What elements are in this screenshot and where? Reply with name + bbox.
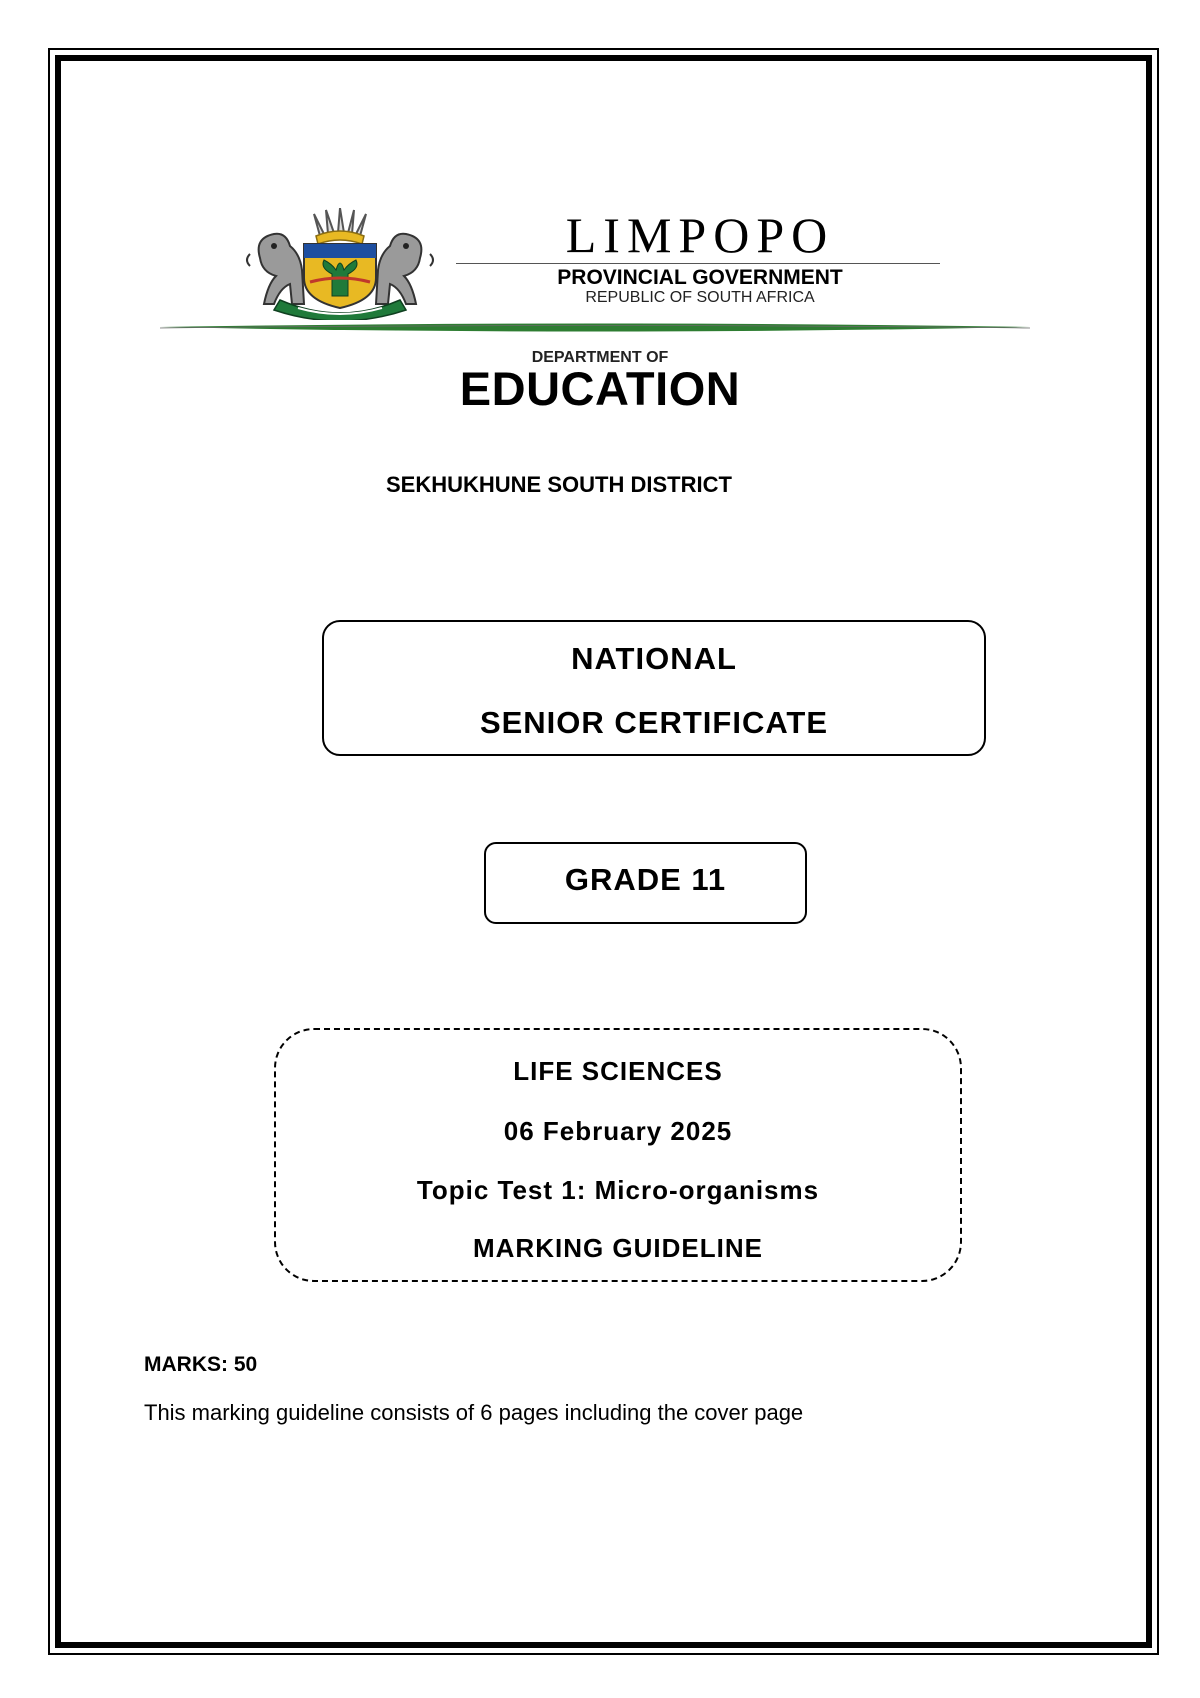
grade-label: GRADE 11 xyxy=(564,862,727,897)
document-type: MARKING GUIDELINE xyxy=(473,1233,763,1263)
department-name: EDUCATION xyxy=(459,362,741,415)
exam-date: 06 February 2025 xyxy=(503,1116,733,1146)
department-of-label: DEPARTMENT OF xyxy=(531,349,669,366)
subject-name: LIFE SCIENCES xyxy=(513,1056,723,1086)
certificate-line-1: NATIONAL xyxy=(571,641,737,676)
certificate-line-2: SENIOR CERTIFICATE xyxy=(479,705,829,740)
page-count-note: This marking guideline consists of 6 pages including the cover page xyxy=(144,1400,804,1425)
green-divider xyxy=(160,322,1030,336)
province-title: LIMPOPO xyxy=(565,207,835,263)
total-marks: MARKS: 50 xyxy=(144,1353,258,1376)
government-name: PROVINCIAL GOVERNMENT xyxy=(557,266,843,289)
title-divider xyxy=(456,263,940,264)
topic-title: Topic Test 1: Micro-organisms xyxy=(416,1175,820,1205)
district-name: SEKHUKHUNE SOUTH DISTRICT xyxy=(386,472,732,497)
coat-of-arms-icon xyxy=(240,208,440,320)
country-name: REPUBLIC OF SOUTH AFRICA xyxy=(585,289,815,306)
